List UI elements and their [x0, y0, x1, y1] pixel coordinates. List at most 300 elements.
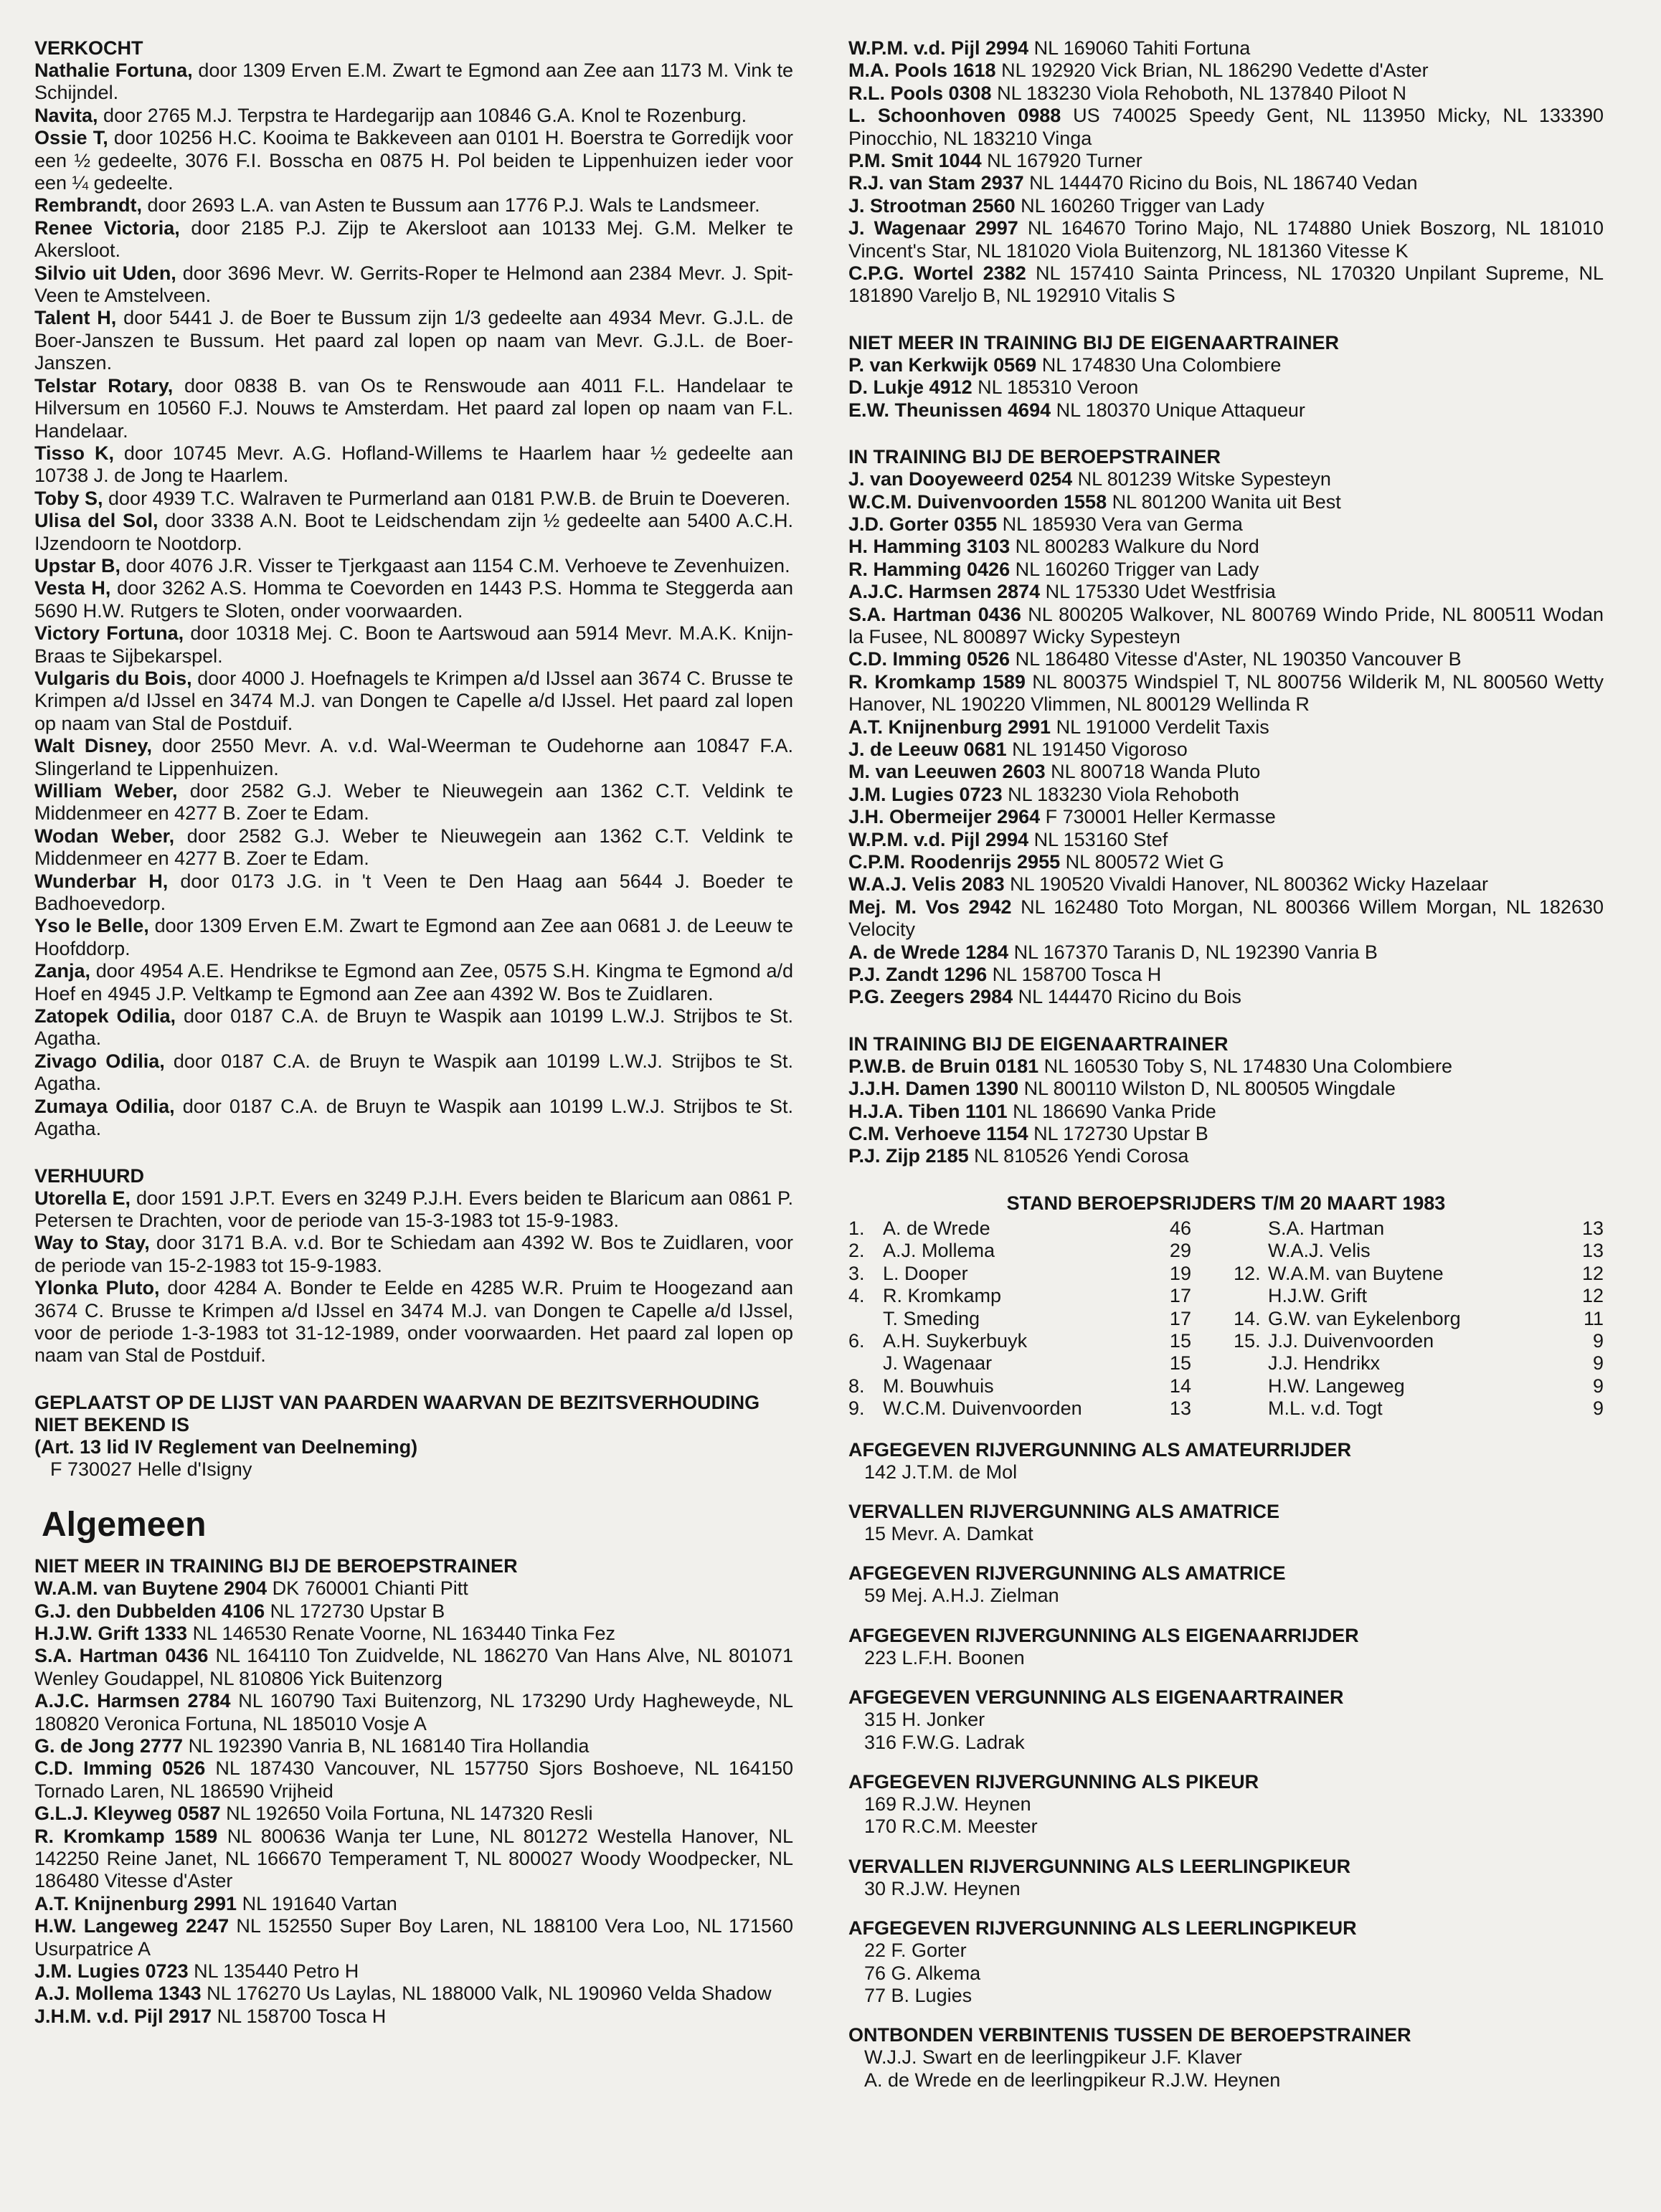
stand-row [848, 1330, 1218, 1352]
section-subheading: (Art. 13 lid IV Reglement van Deelneming) [34, 1435, 418, 1458]
list-item [34, 1187, 793, 1233]
entry-text: NL 153160 Stef [1028, 828, 1168, 850]
entry-name: J. van Dooyeweerd 0254 [848, 468, 1073, 490]
stand-title: STAND BEROEPSRIJDERS T/M 20 MAART 1983 [1006, 1192, 1446, 1214]
list-item [848, 1055, 1604, 1078]
algemeen-list [34, 1577, 793, 2028]
section-heading: NIET MEER IN TRAINING BIJ DE BEROEPSTRAINER [34, 1555, 518, 1577]
entry-text: NL 158700 Tosca H [212, 2005, 387, 2027]
list-item: 76 G. Alkema [864, 1962, 981, 1984]
stand-pts: 9 [1592, 1329, 1604, 1352]
entry-name: Silvio uit Uden, [34, 262, 176, 284]
stand-rank [1234, 1352, 1268, 1375]
stand-row [1234, 1308, 1604, 1330]
stand-row [848, 1397, 1218, 1420]
license-block [848, 1439, 1604, 1484]
in-training-eigenaar-list [848, 1055, 1604, 1168]
list-item [848, 491, 1604, 513]
stand-name: A.J. Mollema [883, 1240, 995, 1262]
verhuurd-list [34, 1187, 793, 1367]
verkocht-list [34, 60, 793, 1141]
stand-table [848, 1217, 1604, 1420]
entry-text: NL 187430 Vancouver, NL 157750 Sjors Boshoeve, NL 164150 Tornado Laren, NL 186590 Vrijheid [34, 1757, 793, 1802]
list-item [34, 555, 793, 577]
entry-text: door 4939 T.C. Walraven te Purmerland aan 0181 P.W.B. de Bruin te Doeveren. [103, 487, 791, 509]
list-item [34, 577, 793, 622]
entry-name: C.D. Imming 0526 [848, 648, 1011, 670]
entry-name: C.D. Imming 0526 [34, 1757, 206, 1780]
list-item [34, 1577, 793, 1600]
list-item [848, 150, 1604, 172]
stand-rank [1234, 1375, 1268, 1397]
entry-text: US 740025 Speedy Gent, NL 113950 Micky, NL 133390 Pinocchio, NL 183210 Vinga [848, 105, 1604, 149]
list-item [34, 510, 793, 555]
entry-text: NL 800205 Walkover, NL 800769 Windo Pride, NL 800511 Wodan la Fusee, NL 800897 Wicky Sypesteyn [848, 603, 1604, 647]
entry-name: P.M. Smit 1044 [848, 150, 982, 172]
license-block [848, 1771, 1604, 1838]
section-heading: AFGEGEVEN RIJVERGUNNING ALS EIGENAARRIJDER [848, 1624, 1359, 1646]
entry-name: Way to Stay, [34, 1232, 150, 1254]
entry-text: NL 160530 Toby S, NL 174830 Una Colombiere [1038, 1055, 1452, 1077]
stand-name: S.A. Hartman [1268, 1217, 1385, 1239]
license-block [848, 1686, 1604, 1754]
entry-text: NL 164670 Torino Majo, NL 174880 Uniek Boszorg, NL 181010 Vincent's Star, NL 181020 Viola Buitenzorg, NL 181360 Vitesse K [848, 217, 1604, 262]
entry-text: NL 183230 Viola Rehoboth [1002, 783, 1239, 805]
entry-text: door 2582 G.J. Weber te Nieuwegein aan 1362 C.T. Veldink te Middenmeer en 4277 B. Zoer te Edam. [34, 825, 793, 870]
section-heading: IN TRAINING BIJ DE BEROEPSTRAINER [848, 446, 1221, 468]
entry-text: NL 144470 Ricino du Bois, NL 186740 Vedan [1023, 172, 1418, 194]
list-item [34, 1096, 793, 1141]
stand-row [848, 1375, 1218, 1397]
stand-pts: 14 [1169, 1375, 1191, 1397]
stand-row [1234, 1285, 1604, 1307]
list-item [34, 2005, 793, 2028]
entry-name: G.J. den Dubbelden 4106 [34, 1600, 265, 1622]
stand-row [848, 1285, 1218, 1307]
list-item [848, 376, 1604, 399]
stand-rank: 14. [1234, 1307, 1261, 1329]
list-item: 316 F.W.G. Ladrak [864, 1731, 1025, 1753]
list-item [848, 784, 1604, 806]
entry-text: NL 160260 Trigger van Lady [1015, 194, 1264, 217]
entry-name: Navita, [34, 104, 98, 126]
entry-name: J. Strootman 2560 [848, 194, 1016, 217]
entry-name: P.W.B. de Bruin 0181 [848, 1055, 1039, 1077]
entry-text: door 1309 Erven E.M. Zwart te Egmond aan Zee aan 0681 J. de Leeuw te Hoofddorp. [34, 915, 793, 959]
stand-row [1234, 1217, 1604, 1240]
list-item [848, 873, 1604, 896]
list-item [34, 1757, 793, 1803]
entry-name: Rembrandt, [34, 194, 143, 217]
entry-text: door 10256 H.C. Kooima te Bakkeveen aan 0101 H. Boerstra te Gorredijk voor een ½ gedeelte, 3076 F.I. Bosscha en 0875 H. Pol beiden te Lippenhuizen ieder voor een ¼ gedeelte. [34, 127, 793, 194]
license-block [848, 1501, 1604, 1545]
entry-name: R.L. Pools 0308 [848, 82, 992, 104]
entry-text: door 4000 J. Hoefnagels te Krimpen a/d IJssel aan 3674 C. Brusse te Krimpen a/d IJssel en 3474 M.J. van Dongen te Capelle a/d IJssel. Het paard zal lopen op naam van Stal de Postduif. [34, 667, 793, 734]
entry-name: D. Lukje 4912 [848, 376, 973, 399]
entry-name: R. Hamming 0426 [848, 558, 1011, 580]
stand-pts: 9 [1592, 1352, 1604, 1375]
list-item: 22 F. Gorter [864, 1940, 967, 1962]
stand-rank: 8. [848, 1375, 865, 1397]
list-item [34, 1050, 793, 1096]
entry-text: door 4284 A. Bonder te Eelde en 4285 W.R. Pruim te Hoogezand aan 3674 C. Brusse te Krimpen a/d IJssel en 3474 M.J. van Dongen te Capelle a/d IJssel, voor de periode 1-3-1983 tot 31-12-1989, onder voorwaarden. Het paard zal lopen op naam van Stal de Postduif. [34, 1277, 793, 1367]
list-item: 77 B. Lugies [864, 1985, 973, 2006]
entry-text: NL 152550 Super Boy Laren, NL 188100 Vera Loo, NL 171560 Usurpatrice A [34, 1915, 793, 1960]
entry-name: William Weber, [34, 780, 178, 802]
entry-name: A.J. Mollema 1343 [34, 1983, 202, 2005]
algemeen-title: Algemeen [42, 1506, 207, 1544]
stand-name: G.W. van Eykelenborg [1268, 1307, 1461, 1329]
list-item [848, 1101, 1604, 1123]
list-item [848, 806, 1604, 828]
entry-name: Utorella E, [34, 1187, 131, 1209]
entry-name: Zatopek Odilia, [34, 1005, 176, 1027]
list-item [848, 399, 1604, 422]
stand-row [848, 1240, 1218, 1262]
list-item [34, 668, 793, 735]
list-item [848, 513, 1604, 536]
stand-name: J.J. Hendrikx [1268, 1352, 1381, 1375]
stand-pts: 13 [1581, 1240, 1604, 1262]
entry-text: NL 172730 Upstar B [1028, 1123, 1208, 1145]
right-column [848, 37, 1604, 2109]
stand-row [1234, 1240, 1604, 1262]
left-column [34, 37, 793, 2028]
license-block [848, 1917, 1604, 2007]
list-item [848, 851, 1604, 873]
list-item: 142 J.T.M. de Mol [864, 1461, 1018, 1483]
list-item [34, 870, 793, 916]
list-item [848, 105, 1604, 150]
entry-name: M.A. Pools 1618 [848, 60, 996, 82]
section-heading: AFGEGEVEN VERGUNNING ALS EIGENAARTRAINER [848, 1686, 1344, 1709]
stand-row [1234, 1375, 1604, 1397]
entry-text: door 2693 L.A. van Asten te Bussum aan 1776 P.J. Wals te Landsmeer. [142, 194, 760, 217]
entry-text: NL 162480 Toto Morgan, NL 800366 Willem Morgan, NL 182630 Velocity [848, 896, 1604, 941]
list-item [34, 1983, 793, 2005]
stand-name: H.W. Langeweg [1268, 1375, 1405, 1397]
entry-name: W.A.M. van Buytene 2904 [34, 1577, 268, 1600]
section-heading: VERVALLEN RIJVERGUNNING ALS AMATRICE [848, 1500, 1280, 1522]
license-block [848, 1856, 1604, 1900]
entry-text: door 0173 J.G. in 't Veen te Den Haag aan 5644 J. Boeder te Badhoevedorp. [34, 870, 793, 915]
entry-text: NL 191640 Vartan [237, 1892, 397, 1914]
entry-text: NL 810526 Yendi Corosa [968, 1145, 1189, 1167]
entry-name: J.H.M. v.d. Pijl 2917 [34, 2005, 212, 2027]
list-item [848, 581, 1604, 603]
stand-name: W.A.M. van Buytene [1268, 1262, 1444, 1284]
entry-text: NL 185310 Veroon [972, 376, 1139, 399]
section-heading: AFGEGEVEN RIJVERGUNNING ALS PIKEUR [848, 1770, 1259, 1793]
list-item: 59 Mej. A.H.J. Zielman [864, 1585, 1059, 1607]
entry-text: door 3696 Mevr. W. Gerrits-Roper te Helmond aan 2384 Mevr. J. Spit-Veen te Amstelveen. [34, 262, 794, 307]
list-item [848, 1123, 1604, 1145]
entry-name: A.T. Knijnenburg 2991 [848, 716, 1051, 738]
list-item [34, 488, 793, 510]
entry-text: NL 146530 Renate Voorne, NL 163440 Tinka Fez [187, 1622, 615, 1644]
entry-text: door 3262 A.S. Homma te Coevorden en 1443 P.S. Homma te Steggerda aan 5690 H.W. Rutgers te Sloten, onder voorwaarden. [34, 577, 793, 622]
list-item [848, 172, 1604, 194]
list-item: 30 R.J.W. Heynen [864, 1877, 1021, 1899]
list-item: 315 H. Jonker [864, 1709, 985, 1731]
entry-text: NL 186480 Vitesse d'Aster, NL 190350 Vancouver B [1010, 648, 1462, 670]
entry-name: W.P.M. v.d. Pijl 2994 [848, 828, 1029, 850]
list-item [34, 780, 793, 825]
entry-name: R. Kromkamp 1589 [848, 670, 1026, 693]
entry-name: Wunderbar H, [34, 870, 169, 892]
entry-name: Toby S, [34, 487, 103, 509]
stand-pts: 19 [1169, 1262, 1191, 1284]
list-item [34, 127, 793, 194]
list-item: 15 Mevr. A. Damkat [864, 1522, 1033, 1544]
entry-name: J.H. Obermeijer 2964 [848, 806, 1041, 828]
entry-name: J. Wagenaar 2997 [848, 217, 1018, 239]
stand-pts: 17 [1169, 1285, 1191, 1307]
entry-text: NL 800375 Windspiel T, NL 800756 Wilderik M, NL 800560 Wetty Hanover, NL 190220 Vlimmen, NL 800129 Wellinda R [848, 670, 1604, 716]
entry-text: NL 176270 Us Laylas, NL 188000 Valk, NL 190960 Velda Shadow [201, 1983, 772, 2005]
entry-text: NL 800572 Wiet G [1060, 851, 1224, 873]
section-heading: ONTBONDEN VERBINTENIS TUSSEN DE BEROEPSTRAINER [848, 2024, 1411, 2046]
list-item [34, 1915, 793, 1960]
stand-left [848, 1217, 1218, 1420]
stand-pts: 17 [1169, 1307, 1191, 1329]
list-item [848, 671, 1604, 716]
entry-name: Talent H, [34, 307, 117, 329]
licenses-section [848, 1439, 1604, 2092]
stand-section [848, 1192, 1604, 1420]
entry-text: DK 760001 Chianti Pitt [267, 1577, 468, 1600]
section-heading: GEPLAATST OP DE LIJST VAN PAARDEN WAARVAN DE BEZITSVERHOUDING NIET BEKEND IS [34, 1391, 760, 1435]
stand-rank: 3. [848, 1262, 865, 1284]
verhuurd-section [34, 1165, 793, 1367]
entry-text: NL 167920 Turner [981, 150, 1142, 172]
entry-name: Ulisa del Sol, [34, 510, 158, 532]
entry-text: NL 158700 Tosca H [987, 964, 1162, 986]
list-item [848, 559, 1604, 581]
entry-name: Ylonka Pluto, [34, 1277, 160, 1299]
entry-name: Tisso K, [34, 442, 114, 464]
list-item [848, 1078, 1604, 1100]
entry-text: NL 801239 Witske Sypesteyn [1072, 468, 1331, 490]
geplaatst-section [34, 1392, 793, 1481]
entry-text: NL 157410 Sainta Princess, NL 170320 Unpilant Supreme, NL 181890 Vareljo B, NL 192910 Vitalis S [848, 262, 1604, 307]
stand-name: H.J.W. Grift [1268, 1285, 1368, 1307]
entry-name: A.T. Knijnenburg 2991 [34, 1892, 237, 1914]
entry-name: Zivago Odilia, [34, 1050, 165, 1072]
entry-text: NL 800283 Walkure du Nord [1010, 536, 1259, 558]
entry-name: G.L.J. Kleyweg 0587 [34, 1803, 221, 1825]
section-heading: AFGEGEVEN RIJVERGUNNING ALS AMATEURRIJDER [848, 1438, 1352, 1461]
entry-name: L. Schoonhoven 0988 [848, 105, 1061, 127]
entry-text: NL 144470 Ricino du Bois [1013, 986, 1241, 1008]
entry-text: NL 180370 Unique Attaqueur [1051, 399, 1305, 421]
entry-name: H.J.W. Grift 1333 [34, 1622, 188, 1644]
stand-rank: 12. [1234, 1262, 1261, 1284]
list-item [34, 105, 793, 127]
list-item [848, 986, 1604, 1008]
list-item [848, 648, 1604, 670]
entry-text: NL 160790 Taxi Buitenzorg, NL 173290 Urdy Hagheweyde, NL 180820 Veronica Fortuna, NL 185010 Vosje A [34, 1690, 793, 1734]
stand-rank [1234, 1240, 1268, 1262]
entry-text: NL 175330 Udet Westfrisia [1040, 581, 1276, 603]
entry-text: door 1309 Erven E.M. Zwart te Egmond aan Zee aan 1173 M. Vink te Schijndel. [34, 60, 793, 104]
entry-text: NL 172730 Upstar B [265, 1600, 445, 1622]
entry-name: J.M. Lugies 0723 [34, 1960, 189, 1983]
stand-rank: 1. [848, 1217, 865, 1239]
entry-text: NL 191000 Verdelit Taxis [1051, 716, 1269, 738]
stand-name: R. Kromkamp [883, 1285, 1002, 1307]
section-heading: IN TRAINING BIJ DE EIGENAARTRAINER [848, 1033, 1229, 1055]
stand-pts: 9 [1592, 1397, 1604, 1420]
entry-text: NL 800718 Wanda Pluto [1045, 761, 1261, 783]
list-item [34, 262, 793, 308]
entry-text: door 0187 C.A. de Bruyn te Waspik aan 10199 L.W.J. Strijbos te St. Agatha. [34, 1005, 793, 1050]
stand-name: M.L. v.d. Togt [1268, 1397, 1383, 1420]
entry-name: C.P.G. Wortel 2382 [848, 262, 1026, 285]
stand-pts: 13 [1581, 1217, 1604, 1239]
stand-row [1234, 1330, 1604, 1352]
entry-name: S.A. Hartman 0436 [848, 603, 1021, 625]
stand-name: M. Bouwhuis [883, 1375, 994, 1397]
stand-name: A. de Wrede [883, 1217, 990, 1239]
entry-name: R. Kromkamp 1589 [34, 1825, 218, 1847]
verkocht-section [34, 37, 793, 1141]
entry-name: M. van Leeuwen 2603 [848, 761, 1046, 783]
entry-text: NL 192920 Vick Brian, NL 186290 Vedette d'Aster [995, 60, 1429, 82]
entry-name: P.J. Zijp 2185 [848, 1145, 969, 1167]
entry-name: H.J.A. Tiben 1101 [848, 1100, 1008, 1122]
stand-row [1234, 1263, 1604, 1285]
list-item [34, 915, 793, 960]
entry-name: H.W. Langeweg 2247 [34, 1915, 229, 1937]
entry-name: W.C.M. Duivenvoorden 1558 [848, 490, 1107, 513]
entry-text: NL 192650 Voila Fortuna, NL 147320 Resli [220, 1803, 593, 1825]
list-item [34, 1893, 793, 1915]
entry-text: door 10318 Mej. C. Boon te Aartswoud aan 5914 Mevr. M.A.K. Knijn-Braas te Sijbekarspel. [34, 622, 793, 667]
entry-text: NL 167370 Taranis D, NL 192390 Vanria B [1008, 941, 1378, 963]
stand-rank: 6. [848, 1329, 865, 1352]
entry-name: G. de Jong 2777 [34, 1735, 184, 1757]
entry-text: door 2582 G.J. Weber te Nieuwegein aan 1362 C.T. Veldink te Middenmeer en 4277 B. Zoer te Edam. [34, 780, 793, 825]
stand-row [1234, 1397, 1604, 1420]
license-block [848, 2024, 1604, 2092]
list-item [848, 829, 1604, 851]
entry-text: F 730001 Heller Kermasse [1040, 806, 1276, 828]
entry-text: door 2550 Mevr. A. v.d. Wal-Weerman te Oudehorne aan 10847 F.A. Slingerland te Lippenhuizen. [34, 735, 793, 779]
niet-meer-eigenaar-list [848, 354, 1604, 422]
stand-pts: 46 [1169, 1217, 1191, 1239]
stand-name: J. Wagenaar [883, 1352, 993, 1375]
entry-text: NL 801200 Wanita uit Best [1107, 490, 1341, 513]
entry-name: W.P.M. v.d. Pijl 2994 [848, 37, 1029, 59]
entry-text: door 0838 B. van Os te Renswoude aan 4011 F.L. Handelaar te Hilversum en 10560 F.J. Nouws te Amsterdam. Het paard zal lopen op naam van F.L. Handelaar. [34, 374, 793, 442]
list-item [34, 1232, 793, 1277]
list-item [34, 825, 793, 870]
entry-text: door 3338 A.N. Boot te Leidschendam zijn ½ gedeelte aan 5400 A.C.H. IJzendoorn te Nootdorp. [34, 510, 793, 554]
license-block [848, 1625, 1604, 1669]
entry-name: P. van Kerkwijk 0569 [848, 353, 1037, 376]
stand-pts: 13 [1169, 1397, 1191, 1420]
entry-name: J.M. Lugies 0723 [848, 783, 1003, 805]
entry-name: Mej. M. Vos 2942 [848, 896, 1012, 918]
stand-name: T. Smeding [883, 1307, 980, 1329]
entry-text: door 1591 J.P.T. Evers en 3249 P.J.H. Evers beiden te Blaricum aan 0861 P. Petersen te Drachten, voor de periode van 15-3-1983 tot 15-9-1983. [34, 1187, 793, 1231]
license-block [848, 1562, 1604, 1607]
stand-rank [848, 1308, 883, 1330]
entry-text: NL 186690 Vanka Pride [1007, 1100, 1216, 1122]
stand-rank: 9. [848, 1397, 865, 1420]
entry-name: P.G. Zeegers 2984 [848, 986, 1013, 1008]
entry-name: Nathalie Fortuna, [34, 60, 193, 81]
list-item [34, 1826, 793, 1893]
list-item [34, 1960, 793, 1983]
list-item: W.J.J. Swart en de leerlingpikeur J.F. Klaver [864, 2046, 1242, 2069]
list-item [34, 1690, 793, 1735]
stand-rank [1234, 1217, 1268, 1240]
list-item [848, 82, 1604, 105]
list-item [34, 194, 793, 217]
stand-name: L. Dooper [883, 1262, 968, 1284]
list-item [34, 735, 793, 780]
entry-name: H. Hamming 3103 [848, 536, 1011, 558]
list-item [34, 217, 793, 262]
entry-text: NL 191450 Vigoroso [1006, 738, 1188, 760]
continued-list [848, 37, 1604, 308]
stand-rank [1234, 1397, 1268, 1420]
list-item [848, 941, 1604, 964]
section-heading: VERKOCHT [34, 37, 143, 59]
entry-text: door 3171 B.A. v.d. Bor te Schiedam aan 4392 W. Bos te Zuidlaren, voor de periode van 15-2-1983 tot 15-9-1983. [34, 1232, 793, 1276]
list-item [34, 960, 793, 1005]
list-item [34, 1645, 793, 1690]
entry-text: door 0187 C.A. de Bruyn te Waspik aan 10199 L.W.J. Strijbos te St. Agatha. [34, 1050, 794, 1095]
stand-row [848, 1263, 1218, 1285]
list-item [848, 739, 1604, 761]
list-item [848, 60, 1604, 82]
entry-name: Telstar Rotary, [34, 374, 174, 397]
entry-text: NL 169060 Tahiti Fortuna [1028, 37, 1251, 59]
list-item [848, 761, 1604, 783]
list-item [34, 1803, 793, 1825]
entry-name: A.J.C. Harmsen 2784 [34, 1690, 231, 1712]
in-training-eigenaar-section [848, 1033, 1604, 1168]
section-heading: NIET MEER IN TRAINING BIJ DE EIGENAARTRAINER [848, 331, 1340, 353]
entry-text: NL 160260 Trigger van Lady [1010, 558, 1259, 580]
list-item [848, 536, 1604, 558]
entry-name: C.P.M. Roodenrijs 2955 [848, 851, 1061, 873]
stand-name: W.A.J. Velis [1268, 1240, 1371, 1262]
entry-text: NL 800110 Wilston D, NL 800505 Wingdale [1018, 1078, 1396, 1100]
entry-name: W.A.J. Velis 2083 [848, 873, 1005, 896]
list-item [34, 60, 793, 105]
entry-name: A. de Wrede 1284 [848, 941, 1009, 963]
entry-text: door 5441 J. de Boer te Bussum zijn 1/3 gedeelte aan 4934 Mevr. G.J.L. de Boer-Janszen te Bussum. Het paard zal lopen op naam van Mevr. G.J.L. de Boer-Janszen. [34, 307, 794, 374]
entry-text: NL 800636 Wanja ter Lune, NL 801272 Westella Hanover, NL 142250 Reine Janet, NL 166670 Temperament T, NL 800027 Woody Woodpecker, NL 186480 Vitesse d'Aster [34, 1825, 793, 1892]
entry-name: Wodan Weber, [34, 825, 175, 847]
in-training-beroeps-list [848, 468, 1604, 1009]
list-item [848, 896, 1604, 941]
niet-meer-eigenaar-section [848, 332, 1604, 422]
continued-list-section [848, 37, 1604, 308]
list-item: 169 R.J.W. Heynen [864, 1793, 1031, 1815]
list-item [34, 1623, 793, 1645]
entry-text: door 2765 M.J. Terpstra te Hardegarijp aan 10846 G.A. Knol te Rozenburg. [98, 104, 747, 126]
list-item [34, 307, 793, 374]
list-item: F 730027 Helle d'Isigny [50, 1458, 252, 1480]
entry-name: J. de Leeuw 0681 [848, 738, 1007, 760]
list-item [848, 604, 1604, 649]
stand-name: J.J. Duivenvoorden [1268, 1329, 1434, 1352]
